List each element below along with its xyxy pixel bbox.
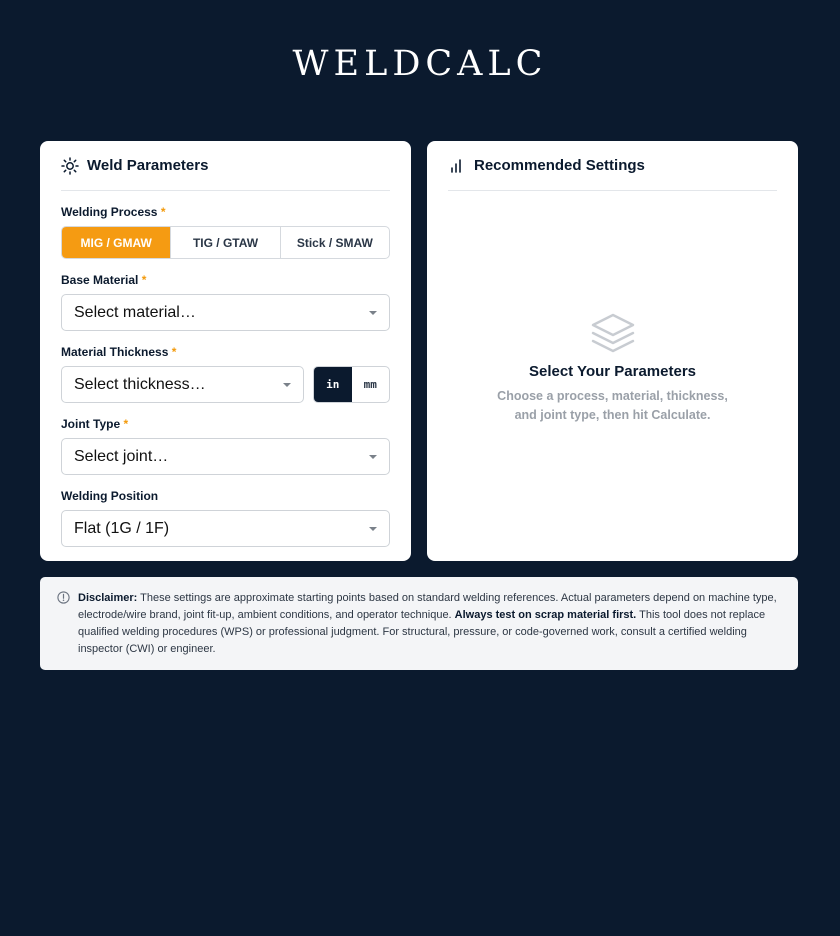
info-icon [57, 591, 70, 610]
recommended-settings-title: Recommended Settings [474, 157, 645, 174]
sun-gear-icon [61, 157, 79, 175]
chevron-down-icon [369, 455, 377, 459]
material-thickness-value: Select thickness… [74, 375, 206, 393]
disclaimer-lead: Disclaimer: [78, 592, 138, 604]
weld-parameters-header [61, 141, 390, 191]
layers-icon [427, 311, 798, 355]
process-tig-button[interactable]: TIG / GTAW [170, 227, 279, 258]
material-thickness-label: Material Thickness * [61, 345, 177, 359]
empty-state [427, 311, 798, 425]
empty-state-text: Choose a process, material, thickness, and joint type, then hit Calculate. [497, 389, 728, 422]
process-mig-button[interactable]: MIG / GMAW [62, 227, 170, 258]
disclaimer-text-continued: This tool does not replace qualified welding procedures (WPS) or professional judgment. For structural, pressure, or code-governed work, consult a certified welding inspector (CWI) or engineer. [78, 609, 766, 655]
recommended-settings-header [448, 141, 777, 191]
disclaimer-warning: Always test on scrap material first. [454, 609, 637, 621]
thickness-row [61, 366, 390, 403]
welding-position-value: Flat (1G / 1F) [74, 519, 170, 537]
bar-chart-icon [448, 157, 466, 175]
disclaimer-text: These settings are approximate starting points based on standard welding references. Actual parameters depend on machine type, electrode/wire brand, joint fit-up, ambient conditions, and operator technique. [78, 592, 777, 621]
joint-type-value: Select joint… [74, 447, 169, 465]
joint-type-select[interactable] [61, 438, 390, 475]
process-stick-button[interactable]: Stick / SMAW [280, 227, 389, 258]
material-thickness-select[interactable] [61, 366, 304, 403]
recommended-settings-card [427, 141, 798, 561]
weld-parameters-card [40, 141, 411, 561]
welding-process-selector [61, 226, 390, 259]
welding-position-label: Welding Position [61, 489, 159, 503]
welding-position-select[interactable] [61, 510, 390, 547]
unit-mm-button[interactable]: mm [363, 378, 377, 391]
unit-in-button[interactable]: in [314, 367, 352, 402]
app-logo: WELDCALC [292, 44, 548, 84]
chevron-down-icon [283, 383, 291, 387]
weld-parameters-title: Weld Parameters [87, 157, 209, 174]
disclaimer-box [40, 577, 798, 670]
base-material-label: Base Material * [61, 273, 147, 287]
joint-type-label: Joint Type * [61, 417, 129, 431]
empty-state-title: Select Your Parameters [528, 363, 697, 380]
chevron-down-icon [369, 527, 377, 531]
base-material-value: Select material… [74, 303, 196, 321]
base-material-select[interactable] [61, 294, 390, 331]
unit-toggle [313, 366, 390, 403]
welding-process-label: Welding Process * [61, 205, 166, 219]
chevron-down-icon [369, 311, 377, 315]
